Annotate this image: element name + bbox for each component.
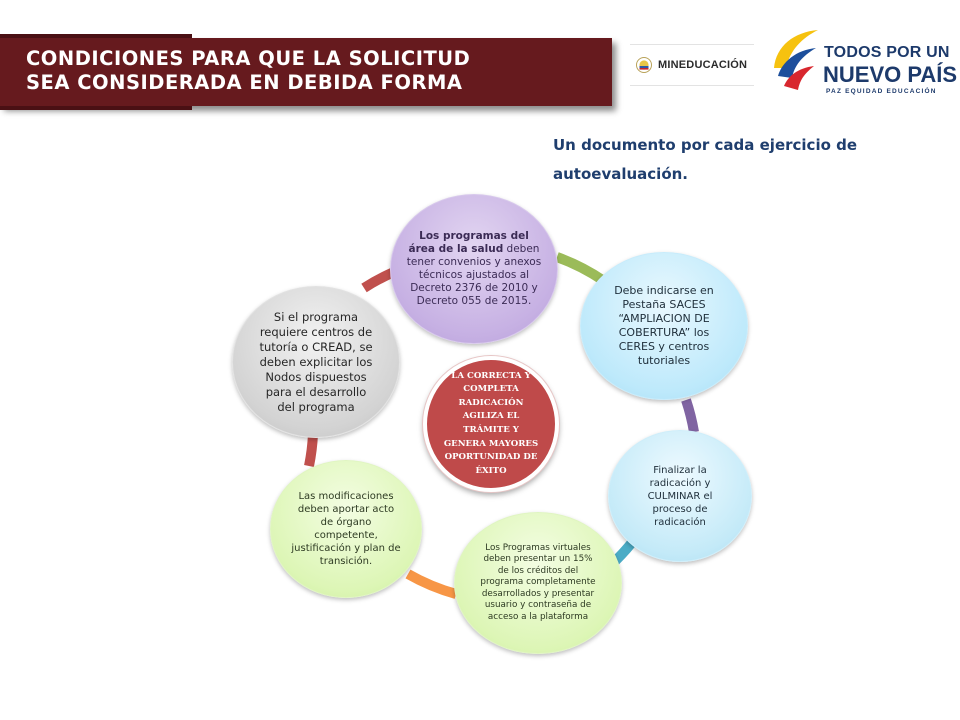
cycle-node-modificaciones — [270, 460, 422, 598]
ring-arc-2 — [686, 400, 694, 432]
node-tutoria-text: Si el programa requiere centros de tutoría o CREAD, se deben explicitar los Nodos dispuestos para el desarrollo del programa — [259, 309, 373, 414]
page-title-line-2: SEA CONSIDERADA EN DEBIDA FORMA — [26, 71, 463, 94]
cycle-node-saces — [580, 252, 748, 400]
node-saces-text: Debe indicarse en Pestaña SACES “AMPLIACION DE COBERTURA” los CERES y centros tutoriales — [614, 284, 714, 367]
cycle-node-finalizar — [608, 430, 752, 562]
slogan-line-2: NUEVO PAÍS — [823, 62, 958, 87]
slogan-line-3: PAZ EQUIDAD EDUCACIÓN — [826, 88, 937, 95]
ministry-name: MINEDUCACIÓN — [658, 59, 748, 71]
cycle-node-salud — [390, 194, 558, 344]
subtitle: Un documento por cada ejercicio de autoevaluación. — [553, 136, 858, 183]
slogan-line-1: TODOS POR UN — [824, 44, 950, 61]
node-salud-text: deben tener convenios y anexos técnicos ajustados al Decreto 2376 de 2010 y Decreto 055 de 2015. — [406, 243, 542, 307]
cycle-center-text: LA CORRECTA Y COMPLETA RADICACIÓN AGILIZA EL TRÁMITE Y GENERA MAYORES OPORTUNIDAD DE ÉXITO — [443, 370, 539, 476]
node-salud-bold: Los programas del área de la salud — [408, 230, 529, 255]
node-modificaciones-text: Las modificaciones deben aportar acto de órgano competente, justificación y plan de transición. — [291, 491, 401, 567]
ring-arc-4 — [408, 574, 456, 594]
cycle-node-tutoria — [232, 286, 400, 438]
cycle-center — [423, 356, 559, 492]
ring-arc-5 — [309, 434, 313, 466]
ring-arc-1 — [557, 257, 604, 281]
node-finalizar-text: Finalizar la radicación y CULMINAR el proceso de radicación — [647, 464, 713, 528]
cycle-node-virtuales — [454, 512, 622, 654]
page-title-line-1: CONDICIONES PARA QUE LA SOLICITUD — [26, 47, 471, 70]
node-virtuales-text: Los Programas virtuales deben presentar un 15% de los créditos del programa completamente desarrollados y presentar usuario y contraseña de acceso a la plataforma — [480, 542, 596, 622]
